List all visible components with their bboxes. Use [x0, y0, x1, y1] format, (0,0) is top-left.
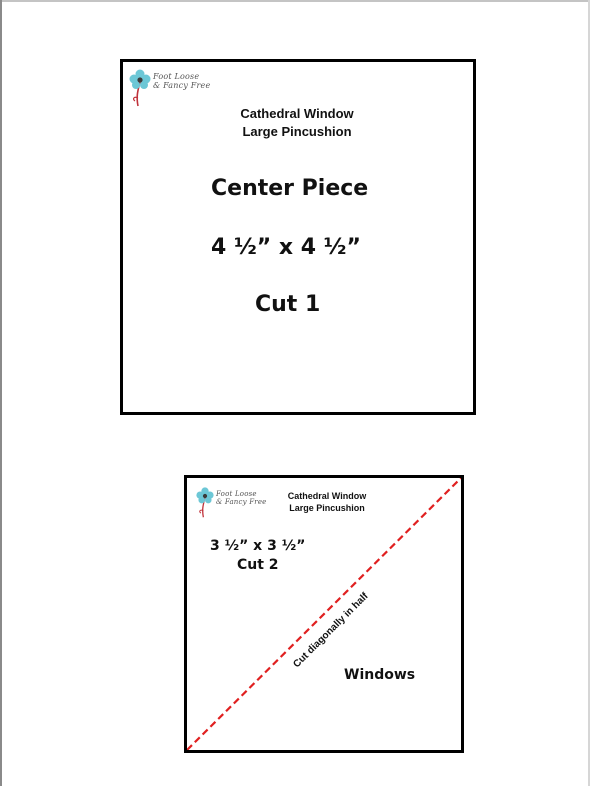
pattern-heading — [209, 105, 385, 140]
pattern-subtitle: Large Pincushion — [242, 123, 352, 139]
piece-dimensions: 4 ½” x 4 ½” — [211, 235, 361, 260]
windows-card — [184, 475, 464, 753]
cut-count: Cut 1 — [255, 292, 321, 317]
pattern-heading — [277, 490, 377, 514]
page-edge-top — [0, 0, 590, 2]
logo-line-1: Foot Loose — [216, 490, 257, 498]
piece-name: Center Piece — [211, 176, 369, 201]
foot-loose-logo — [129, 68, 210, 108]
cut-count: Cut 2 — [237, 557, 279, 573]
piece-name: Windows — [344, 667, 416, 683]
center-piece-card — [120, 59, 476, 415]
flower-logo-icon — [129, 68, 151, 108]
logo-line-2: & Fancy Free — [153, 81, 211, 91]
pattern-subtitle: Large Pincushion — [289, 503, 365, 514]
diagonal-cut-note: Cut diagonally in half — [291, 590, 371, 671]
pattern-title: Cathedral Window — [240, 106, 354, 121]
piece-dimensions: 3 ½” x 3 ½” — [210, 538, 306, 554]
logo-line-1: Foot Loose — [153, 72, 200, 81]
foot-loose-logo-small — [196, 486, 267, 519]
page-edge-left — [0, 0, 2, 786]
logo-line-2: & Fancy Free — [216, 498, 267, 507]
flower-logo-icon — [196, 486, 214, 519]
pattern-title: Cathedral Window — [287, 491, 367, 501]
